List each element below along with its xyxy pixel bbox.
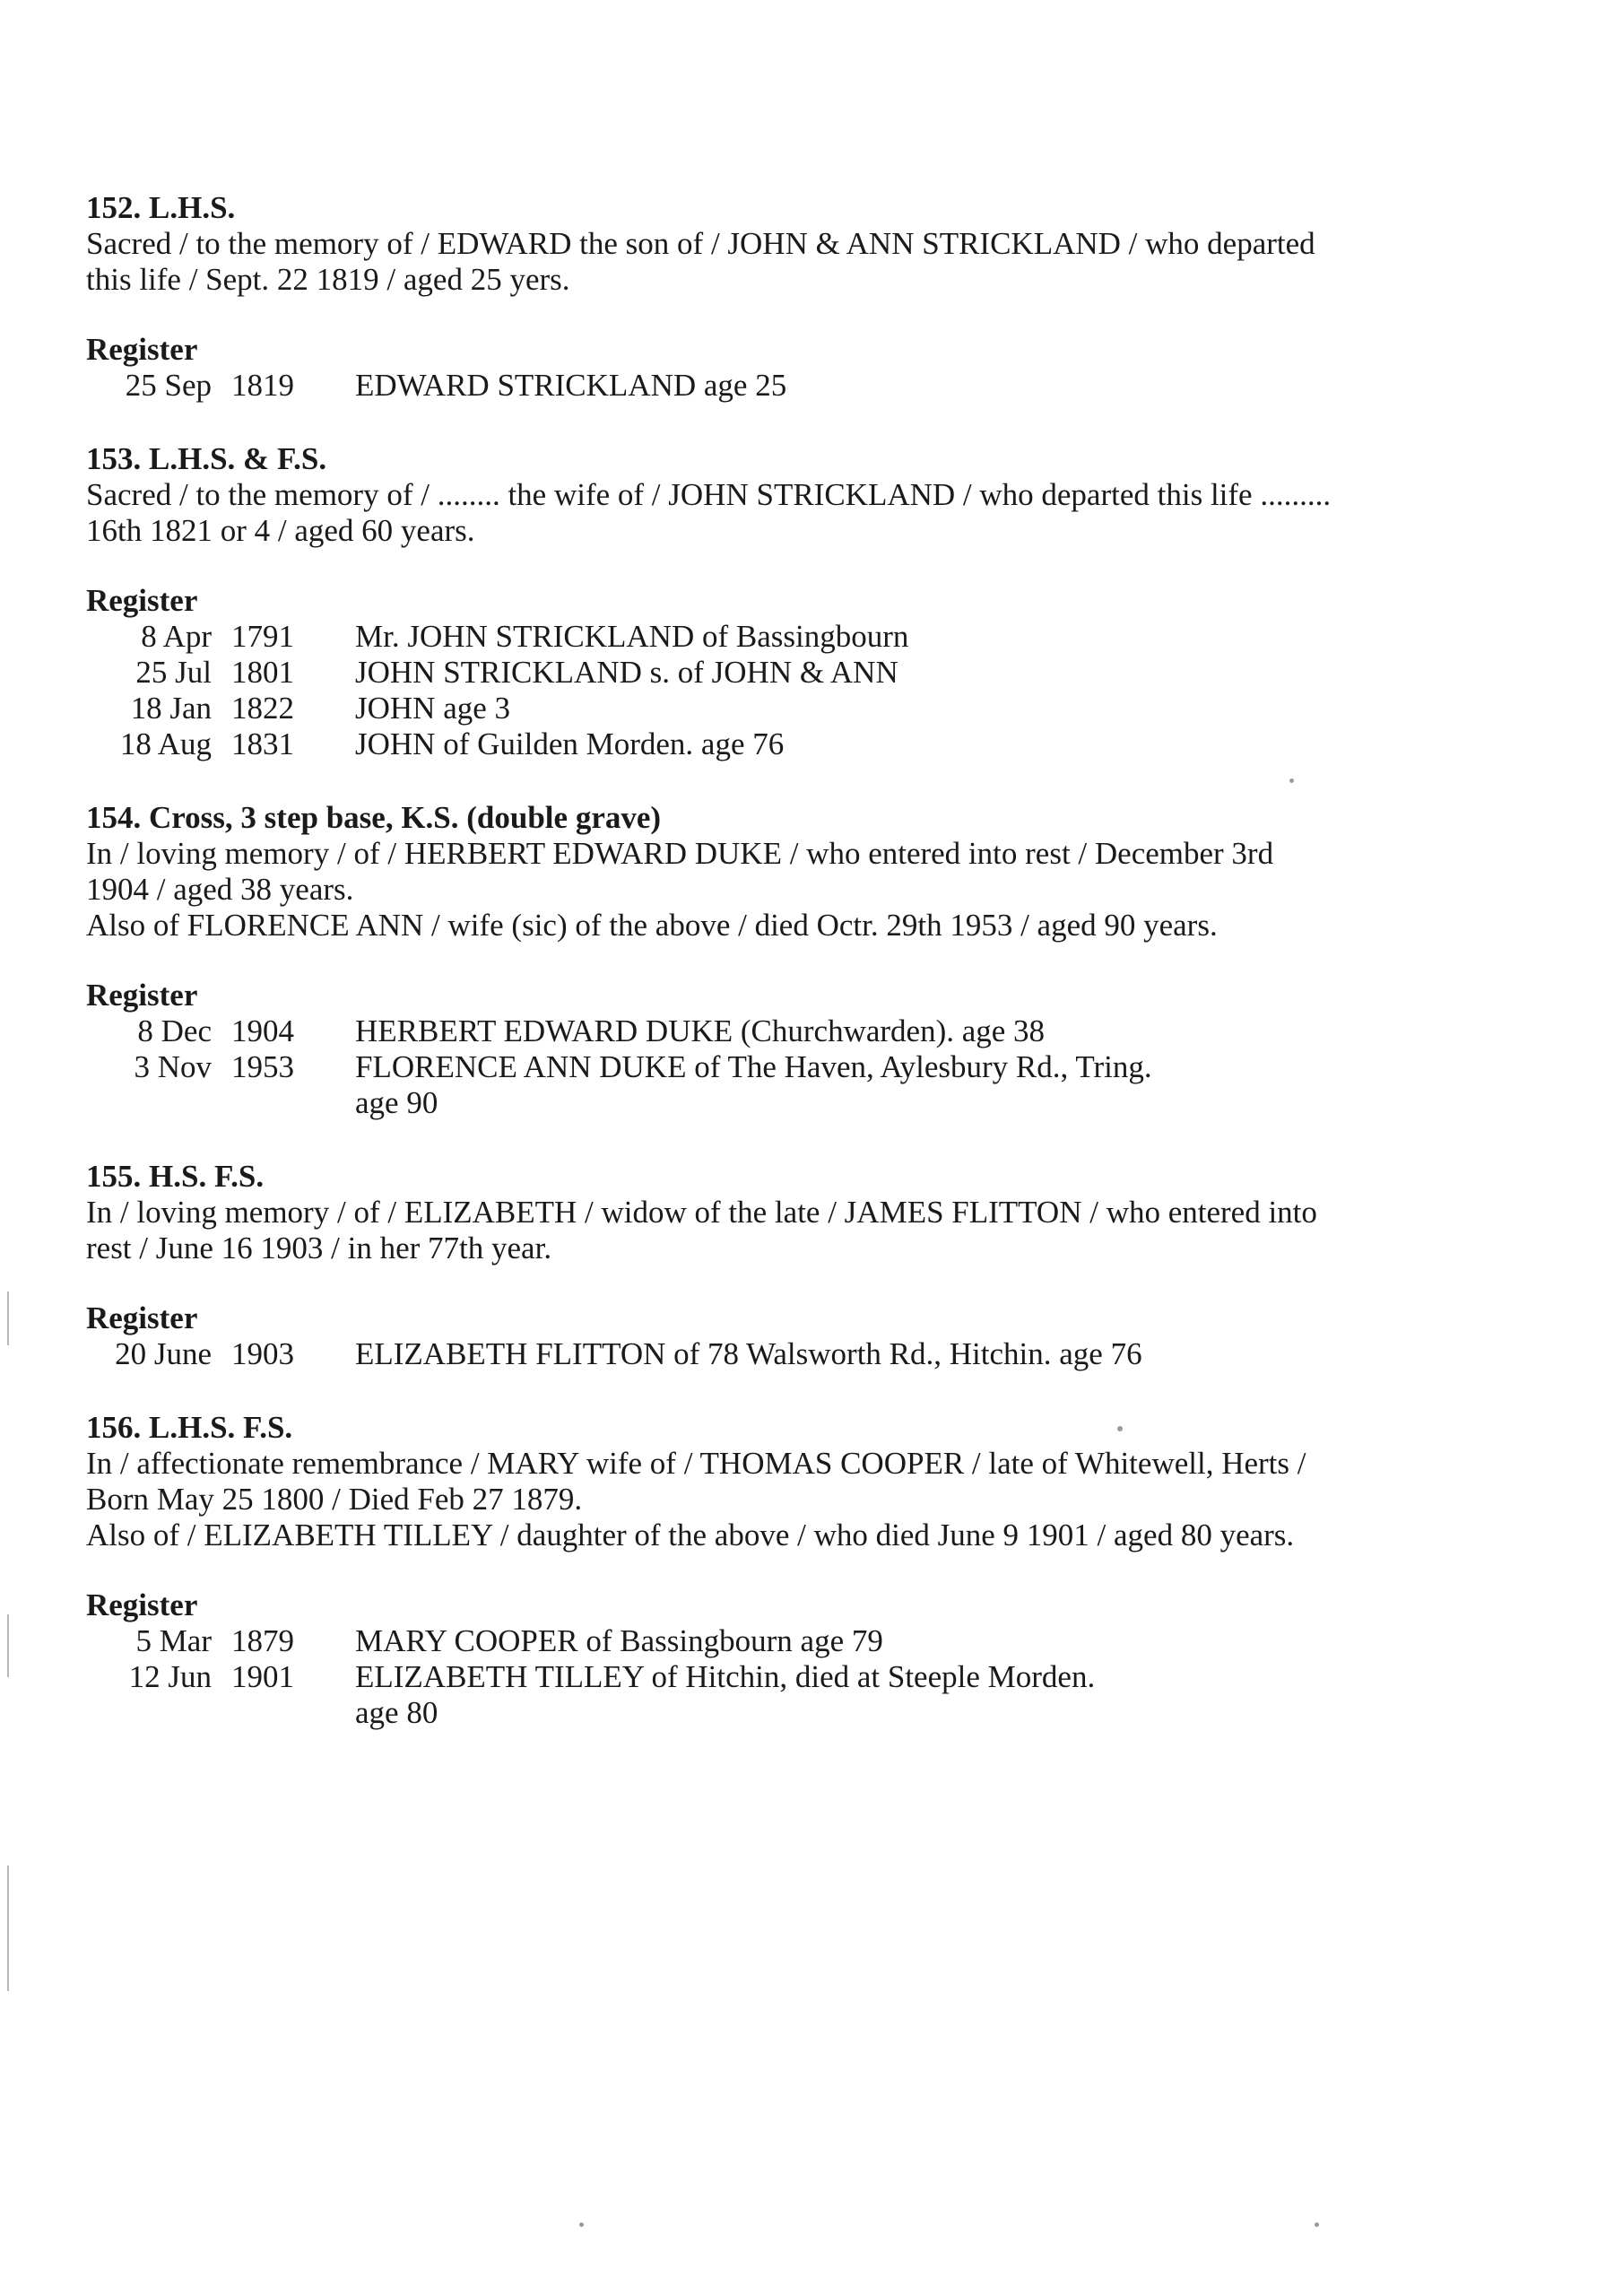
scan-edge-mark (7, 1866, 9, 1991)
inscription-paragraph: In / loving memory / of / ELIZABETH / widow of the late / JAMES FLITTON / who entered into rest / June 16 1903 / in her 77th year. (86, 1195, 1317, 1265)
register-description (355, 1623, 1216, 1659)
register-section (86, 583, 1341, 762)
register-description-line: ELIZABETH FLITTON of 78 Walsworth Rd., Hitchin. age 76 (355, 1336, 1142, 1371)
inscription-paragraph: In / affectionate remembrance / MARY wife of / THOMAS COOPER / late of Whitewell, Herts / Born May 25 1800 / Died Feb 27 1879. (86, 1446, 1306, 1517)
register-year: 1903 (231, 1336, 294, 1371)
register-section (86, 332, 1341, 404)
register-description-line: JOHN age 3 (355, 691, 511, 726)
register-year: 1904 (231, 1013, 294, 1048)
register-date: 8 Dec (137, 1013, 212, 1048)
inscription-paragraph: In / loving memory / of / HERBERT EDWARD DUKE / who entered into rest / December 3rd 1904 / aged 38 years. (86, 836, 1274, 907)
register-description (355, 1049, 1216, 1121)
register-description-line: JOHN STRICKLAND s. of JOHN & ANN (355, 655, 898, 690)
register-rows (86, 1013, 1341, 1121)
register-row (86, 1049, 1341, 1121)
register-row (86, 655, 1341, 691)
register-row (86, 1659, 1341, 1731)
register-description-line: HERBERT EDWARD DUKE (Churchwarden). age 38 (355, 1013, 1046, 1048)
memorial-entry-2 (86, 441, 1341, 762)
register-description (355, 1336, 1216, 1372)
register-date: 8 Apr (141, 619, 212, 654)
register-row (86, 691, 1341, 726)
register-description (355, 691, 1216, 726)
inscription-text (86, 1195, 1341, 1266)
register-heading: Register (86, 332, 198, 367)
register-row (86, 1013, 1341, 1049)
register-rows (86, 1336, 1341, 1372)
register-year: 1819 (231, 368, 294, 403)
register-year: 1879 (231, 1623, 294, 1658)
inscription-text (86, 836, 1341, 944)
register-description (355, 1013, 1216, 1049)
inscription-paragraph: Also of / ELIZABETH TILLEY / daughter of the above / who died June 9 1901 / aged 80 years. (86, 1518, 1295, 1552)
register-heading: Register (86, 1587, 198, 1622)
register-year: 1822 (231, 691, 294, 726)
register-description-line: ELIZABETH TILLEY of Hitchin, died at Steeple Morden. (355, 1659, 1096, 1694)
entry-title: 156. L.H.S. F.S. (86, 1410, 293, 1445)
register-row (86, 726, 1341, 762)
register-rows (86, 368, 1341, 404)
memorial-entry-3 (86, 800, 1341, 1121)
inscription-paragraph: Sacred / to the memory of / EDWARD the son of / JOHN & ANN STRICKLAND / who departed this life / Sept. 22 1819 / aged 25 yers. (86, 226, 1315, 297)
register-description-line: JOHN of Guilden Morden. age 76 (355, 726, 785, 761)
register-heading: Register (86, 1300, 198, 1335)
register-section (86, 978, 1341, 1121)
register-heading: Register (86, 583, 198, 618)
register-rows (86, 1623, 1341, 1731)
register-date: 12 Jun (128, 1659, 212, 1694)
register-year: 1791 (231, 619, 294, 654)
entry-title: 155. H.S. F.S. (86, 1159, 265, 1194)
register-year: 1953 (231, 1049, 294, 1084)
register-year: 1831 (231, 726, 294, 761)
register-date: 18 Aug (119, 726, 212, 761)
register-date: 25 Sep (125, 368, 212, 403)
register-description (355, 619, 1216, 655)
register-section (86, 1587, 1341, 1731)
entry-title: 153. L.H.S. & F.S. (86, 441, 327, 476)
register-row (86, 1336, 1341, 1372)
memorial-entry-4 (86, 1159, 1341, 1372)
register-description (355, 655, 1216, 691)
register-rows (86, 619, 1341, 762)
register-year: 1901 (231, 1659, 294, 1694)
register-description-line: age 90 (355, 1085, 438, 1120)
register-row (86, 619, 1341, 655)
register-row (86, 368, 1341, 404)
register-description (355, 1659, 1216, 1731)
inscription-paragraph: Sacred / to the memory of / ........ the wife of / JOHN STRICKLAND / who departed this life ......... 16th 1821 or 4 / aged 60 years. (86, 477, 1332, 548)
register-description-line: Mr. JOHN STRICKLAND of Bassingbourn (355, 619, 909, 654)
inscription-text (86, 1446, 1341, 1553)
register-date: 25 Jul (135, 655, 212, 690)
register-description-line: EDWARD STRICKLAND age 25 (355, 368, 787, 403)
register-description-line: MARY COOPER of Bassingbourn age 79 (355, 1623, 883, 1658)
register-date: 18 Jan (130, 691, 212, 726)
inscription-text (86, 226, 1341, 298)
scan-edge-mark (7, 1292, 9, 1345)
scan-speck (579, 2222, 584, 2227)
document-page (86, 190, 1341, 1769)
register-description (355, 368, 1216, 404)
inscription-text (86, 477, 1341, 549)
register-date: 5 Mar (135, 1623, 212, 1658)
memorial-entry-1 (86, 190, 1341, 404)
register-date: 20 June (115, 1336, 212, 1371)
inscription-paragraph: Also of FLORENCE ANN / wife (sic) of the above / died Octr. 29th 1953 / aged 90 years. (86, 908, 1218, 943)
register-description (355, 726, 1216, 762)
register-description-line: FLORENCE ANN DUKE of The Haven, Aylesbury Rd., Tring. (355, 1049, 1152, 1084)
register-section (86, 1300, 1341, 1372)
register-date: 3 Nov (134, 1049, 212, 1084)
register-year: 1801 (231, 655, 294, 690)
register-description-line: age 80 (355, 1695, 438, 1730)
register-row (86, 1623, 1341, 1659)
entry-title: 154. Cross, 3 step base, K.S. (double grave) (86, 800, 662, 835)
scan-edge-mark (7, 1614, 9, 1677)
entry-title: 152. L.H.S. (86, 190, 236, 225)
scan-speck (1315, 2222, 1319, 2227)
memorial-entry-5 (86, 1410, 1341, 1731)
register-heading: Register (86, 978, 198, 1013)
